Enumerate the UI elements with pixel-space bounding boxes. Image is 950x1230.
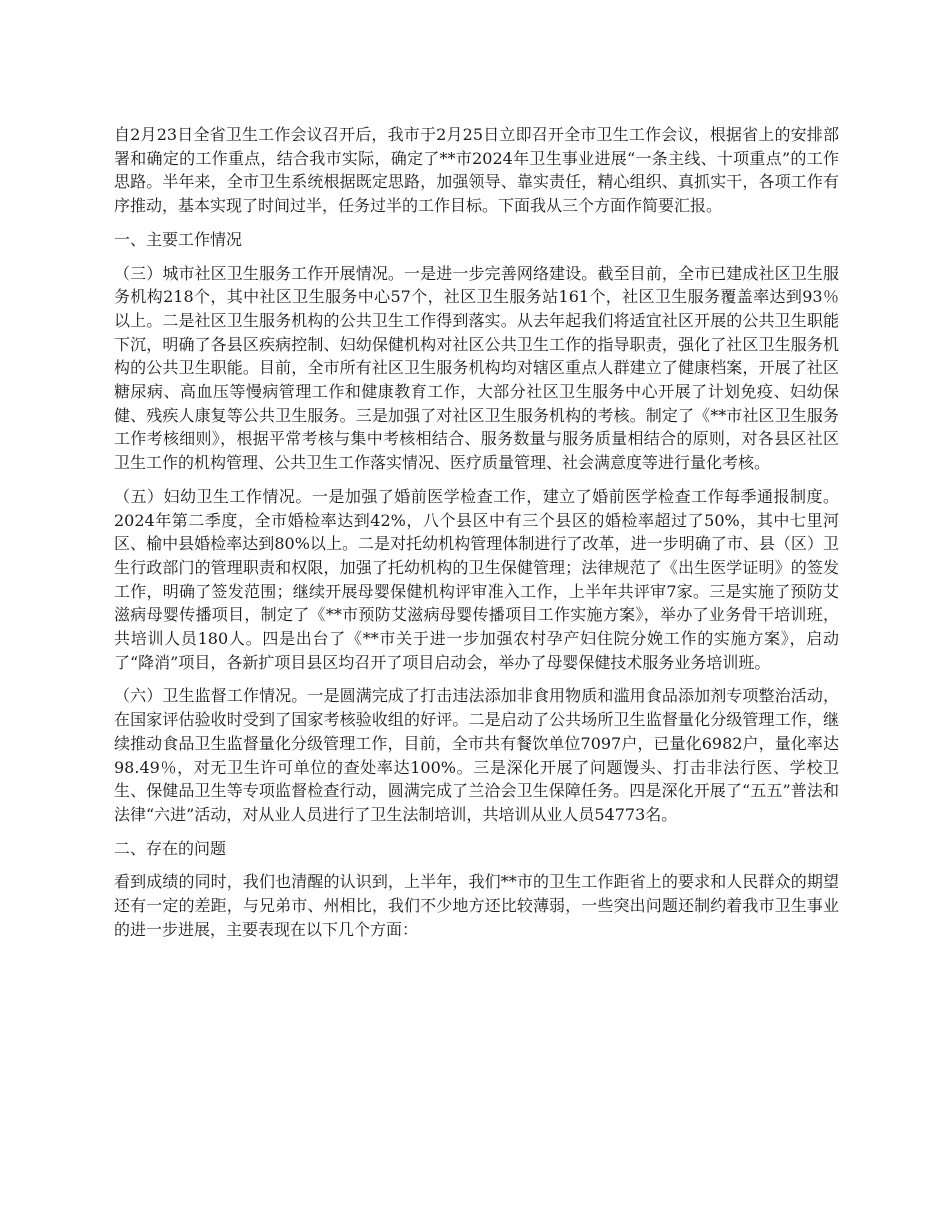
section-heading-main-work: 一、主要工作情况: [114, 229, 243, 249]
intro-paragraph: 自2月23日全省卫生工作会议召开后，我市于2月25日立即召开全市卫生工作会议，根据省上的安排部署和确定的工作重点，结合我市实际，确定了**市2024年卫生事业进展“一条主线、十项重点”的工作思路。半年来，全市卫生系统根据既定思路，加强领导、靠实责任，精心组织、真抓实干，各项工作有序推动，基本实现了时间过半，任务过半的工作目标。下面我从三个方面作简要汇报。: [114, 125, 839, 216]
problems-intro-paragraph: 看到成绩的同时，我们也清醒的认识到，上半年，我们**市的卫生工作距省上的要求和人民群众的期望还有一定的差距，与兄弟市、州相比，我们不少地方还比较薄弱，一些突出问题还制约着我市卫生事业的进一步进展，主要表现在以下几个方面：: [114, 872, 839, 939]
community-health-paragraph: （三）城市社区卫生服务工作开展情况。一是进一步完善网络建设。截至目前，全市已建成社区卫生服务机构218个，其中社区卫生服务中心57个，社区卫生服务站161个，社区卫生服务覆盖率达到93％以上。二是社区卫生服务机构的公共卫生工作得到落实。从去年起我们将适宜社区开展的公共卫生职能下沉，明确了各县区疾病控制、妇幼保健机构对社区公共卫生工作的指导职责，强化了社区卫生服务机构的公共卫生职能。目前，全市所有社区卫生服务机构均对辖区重点人群建立了健康档案，开展了社区糖尿病、高血压等慢病管理工作和健康教育工作，大部分社区卫生服务中心开展了计划免疫、妇幼保健、残疾人康复等公共卫生服务。三是加强了对社区卫生服务机构的考核。制定了《**市社区卫生服务工作考核细则》，根据平常考核与集中考核相结合、服务数量与服务质量相结合的原则，对各县区社区卫生工作的机构管理、公共卫生工作落实情况、医疗质量管理、社会满意度等进行量化考核。: [114, 263, 839, 473]
section-heading-problems: 二、存在的问题: [114, 838, 227, 858]
document-body: [114, 123, 839, 952]
health-supervision-paragraph: （六）卫生监督工作情况。一是圆满完成了打击违法添加非食用物质和滥用食品添加剂专项整治活动，在国家评估验收时受到了国家考核验收组的好评。二是启动了公共场所卫生监督量化分级管理工作，继续推动食品卫生监督量化分级管理工作，目前，全市共有餐饮单位7097户，已量化6982户，量化率达98.49％，对无卫生许可单位的查处率达100%。三是深化开展了问题馒头、打击非法行医、学校卫生、保健品卫生等专项监督检查行动，圆满完成了兰洽会卫生保障任务。四是深化开展了“五五”普法和法律“六进”活动，对从业人员进行了卫生法制培训，共培训从业人员54773名。: [114, 686, 839, 824]
maternal-child-health-paragraph: （五）妇幼卫生工作情况。一是加强了婚前医学检查工作，建立了婚前医学检查工作每季通报制度。2024年第二季度，全市婚检率达到42%，八个县区中有三个县区的婚检率超过了50%，其中七里河区、榆中县婚检率达到80%以上。二是对托幼机构管理体制进行了改革，进一步明确了市、县（区）卫生行政部门的管理职责和权限，加强了托幼机构的卫生保健管理；法律规范了《出生医学证明》的签发工作，明确了签发范围；继续开展母婴保健机构评审准入工作，上半年共评审7家。三是实施了预防艾滋病母婴传播项目，制定了《**市预防艾滋病母婴传播项目工作实施方案》，举办了业务骨干培训班，共培训人员180人。四是出台了《**市关于进一步加强农村孕产妇住院分娩工作的实施方案》，启动了“降消”项目，各新扩项目县区均召开了项目启动会，举办了母婴保健技术服务业务培训班。: [114, 486, 839, 672]
